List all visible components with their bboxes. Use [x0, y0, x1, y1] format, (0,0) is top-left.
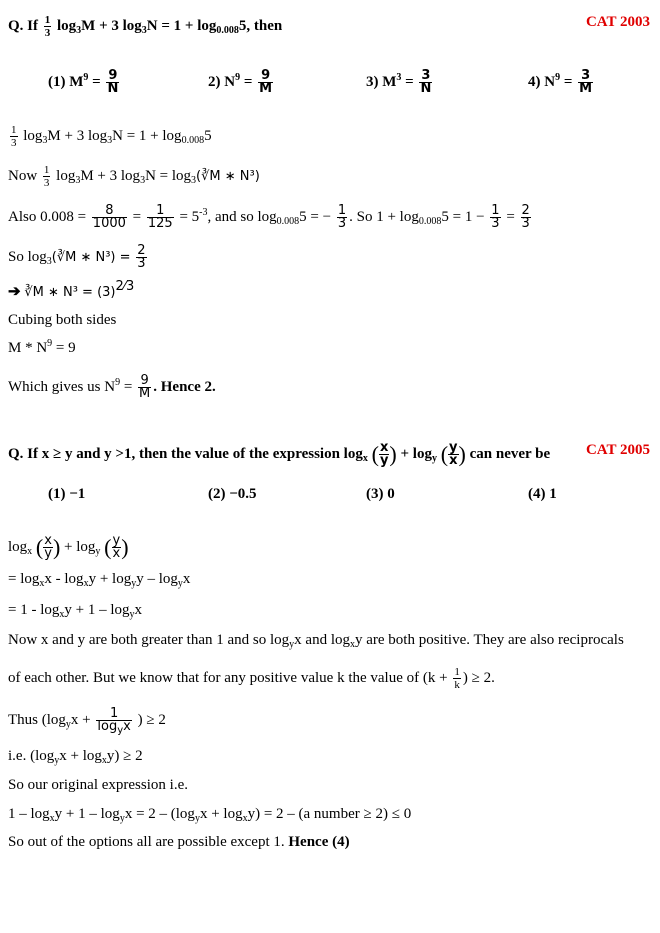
sol2-line-4: Now x and y are both greater than 1 and so $\log_yx$ and $\log_xy$ are both positive. They are also reciprocals [8, 632, 624, 650]
sol1-line-6: Cubing both sides [8, 312, 117, 328]
q1-option-4: 4) $N^9$ = $\frac{3}{M}$ [528, 68, 593, 96]
sol2-line-2: = $\log_xx - \log_xy + \log_yy - \log_yx$ [8, 571, 191, 589]
sol2-line-3: = $1 - \log_xy + 1 - \log_yx$ [8, 602, 143, 620]
sol1-line-2: Now $\frac{1}{3}$ $\log_3M + 3$ $\log_3N$ = $\log_3(∛M$ ∗ N³) [8, 164, 260, 189]
q2-option-1: (1) −1 [48, 486, 86, 502]
sol2-line-1: $\log_x$ ( $\frac{x}{y}$ ) + $\log_y$ ( $\frac{y}{x}$ ) [8, 533, 129, 561]
exam-tag-cat-2005: CAT 2005 [585, 442, 650, 458]
q1-option-1: (1) $M^9$ = $\frac{9}{N}$ [48, 68, 119, 96]
sol1-line-3: Also 0.008 = $\frac{8}{1000}$ = $\frac{1}{125}$ = $5^{-3}$, and so $\log_{0.008}5$ = − $\frac{1}{3}$ . So $1 + \log_{0.008}5 = 1$ − $\frac{1}{3}$ = $\frac{2}{3}$ [8, 203, 530, 231]
q2-option-3: (3) 0 [366, 486, 395, 502]
exam-tag-cat-2003: CAT 2003 [585, 14, 650, 30]
question-2: Q. If x ≥ y and y >1, then the value of the expression $\log_x$ ( $\frac{x}{y}$ ) + $\log_y$ ( $\frac{y}{x}$ ) can never be [8, 440, 551, 468]
sol2-line-9: $1 - \log_xy + 1 - \log_yx = 2 - (\log_yx + \log_xy) = 2 - (a$ number ≥ 2) ≤ 0 [8, 806, 412, 824]
sol2-line-10: So out of the options all are possible except 1. Hence (4) [8, 834, 350, 850]
sol1-line-5: ➔ ∛M ∗ $N^3 = (3)^{2⁄3}$ [8, 279, 135, 300]
arrow-right-icon: ➔ [8, 284, 21, 300]
sol2-line-6: Thus ($\log_yx$ + $\frac{1}{\log_yx}$ ) ≥ 2 [8, 706, 166, 736]
question-1: Q. If $\frac{1}{3}$ $\log_3M + 3$ $\log_3N = 1 + \log_{0.008}5$, then [8, 14, 283, 39]
sol1-line-1: $\frac{1}{3}$ $\log_3M + 3$ $\log_3N = 1 + \log_{0.008}5$ [11, 124, 212, 149]
sol1-line-7: $M * N^9 = 9$ [8, 338, 76, 356]
q1-option-3: 3) $M^3$ = $\frac{3}{N}$ [366, 68, 432, 96]
q1-option-2: 2) $N^9$ = $\frac{9}{M}$ [208, 68, 273, 96]
sol2-line-5: of each other. But we know that for any positive value k the value of (k + $\frac{1}{k}$ ) ≥ 2. [8, 666, 495, 691]
sol2-line-8: So our original expression i.e. [8, 777, 188, 793]
sol1-line-8: Which gives us $N^9$ = $\frac{9}{M}$ . Hence 2. [8, 373, 216, 401]
q2-option-4: (4) 1 [528, 486, 557, 502]
q2-option-2: (2) −0.5 [208, 486, 257, 502]
sol1-line-4: So $\log_3(∛M$ ∗ N³) = $\frac{2}{3}$ [8, 243, 146, 271]
sol2-line-7: i.e. $(\log_yx + \log_xy) \ge 2$ [8, 748, 143, 766]
